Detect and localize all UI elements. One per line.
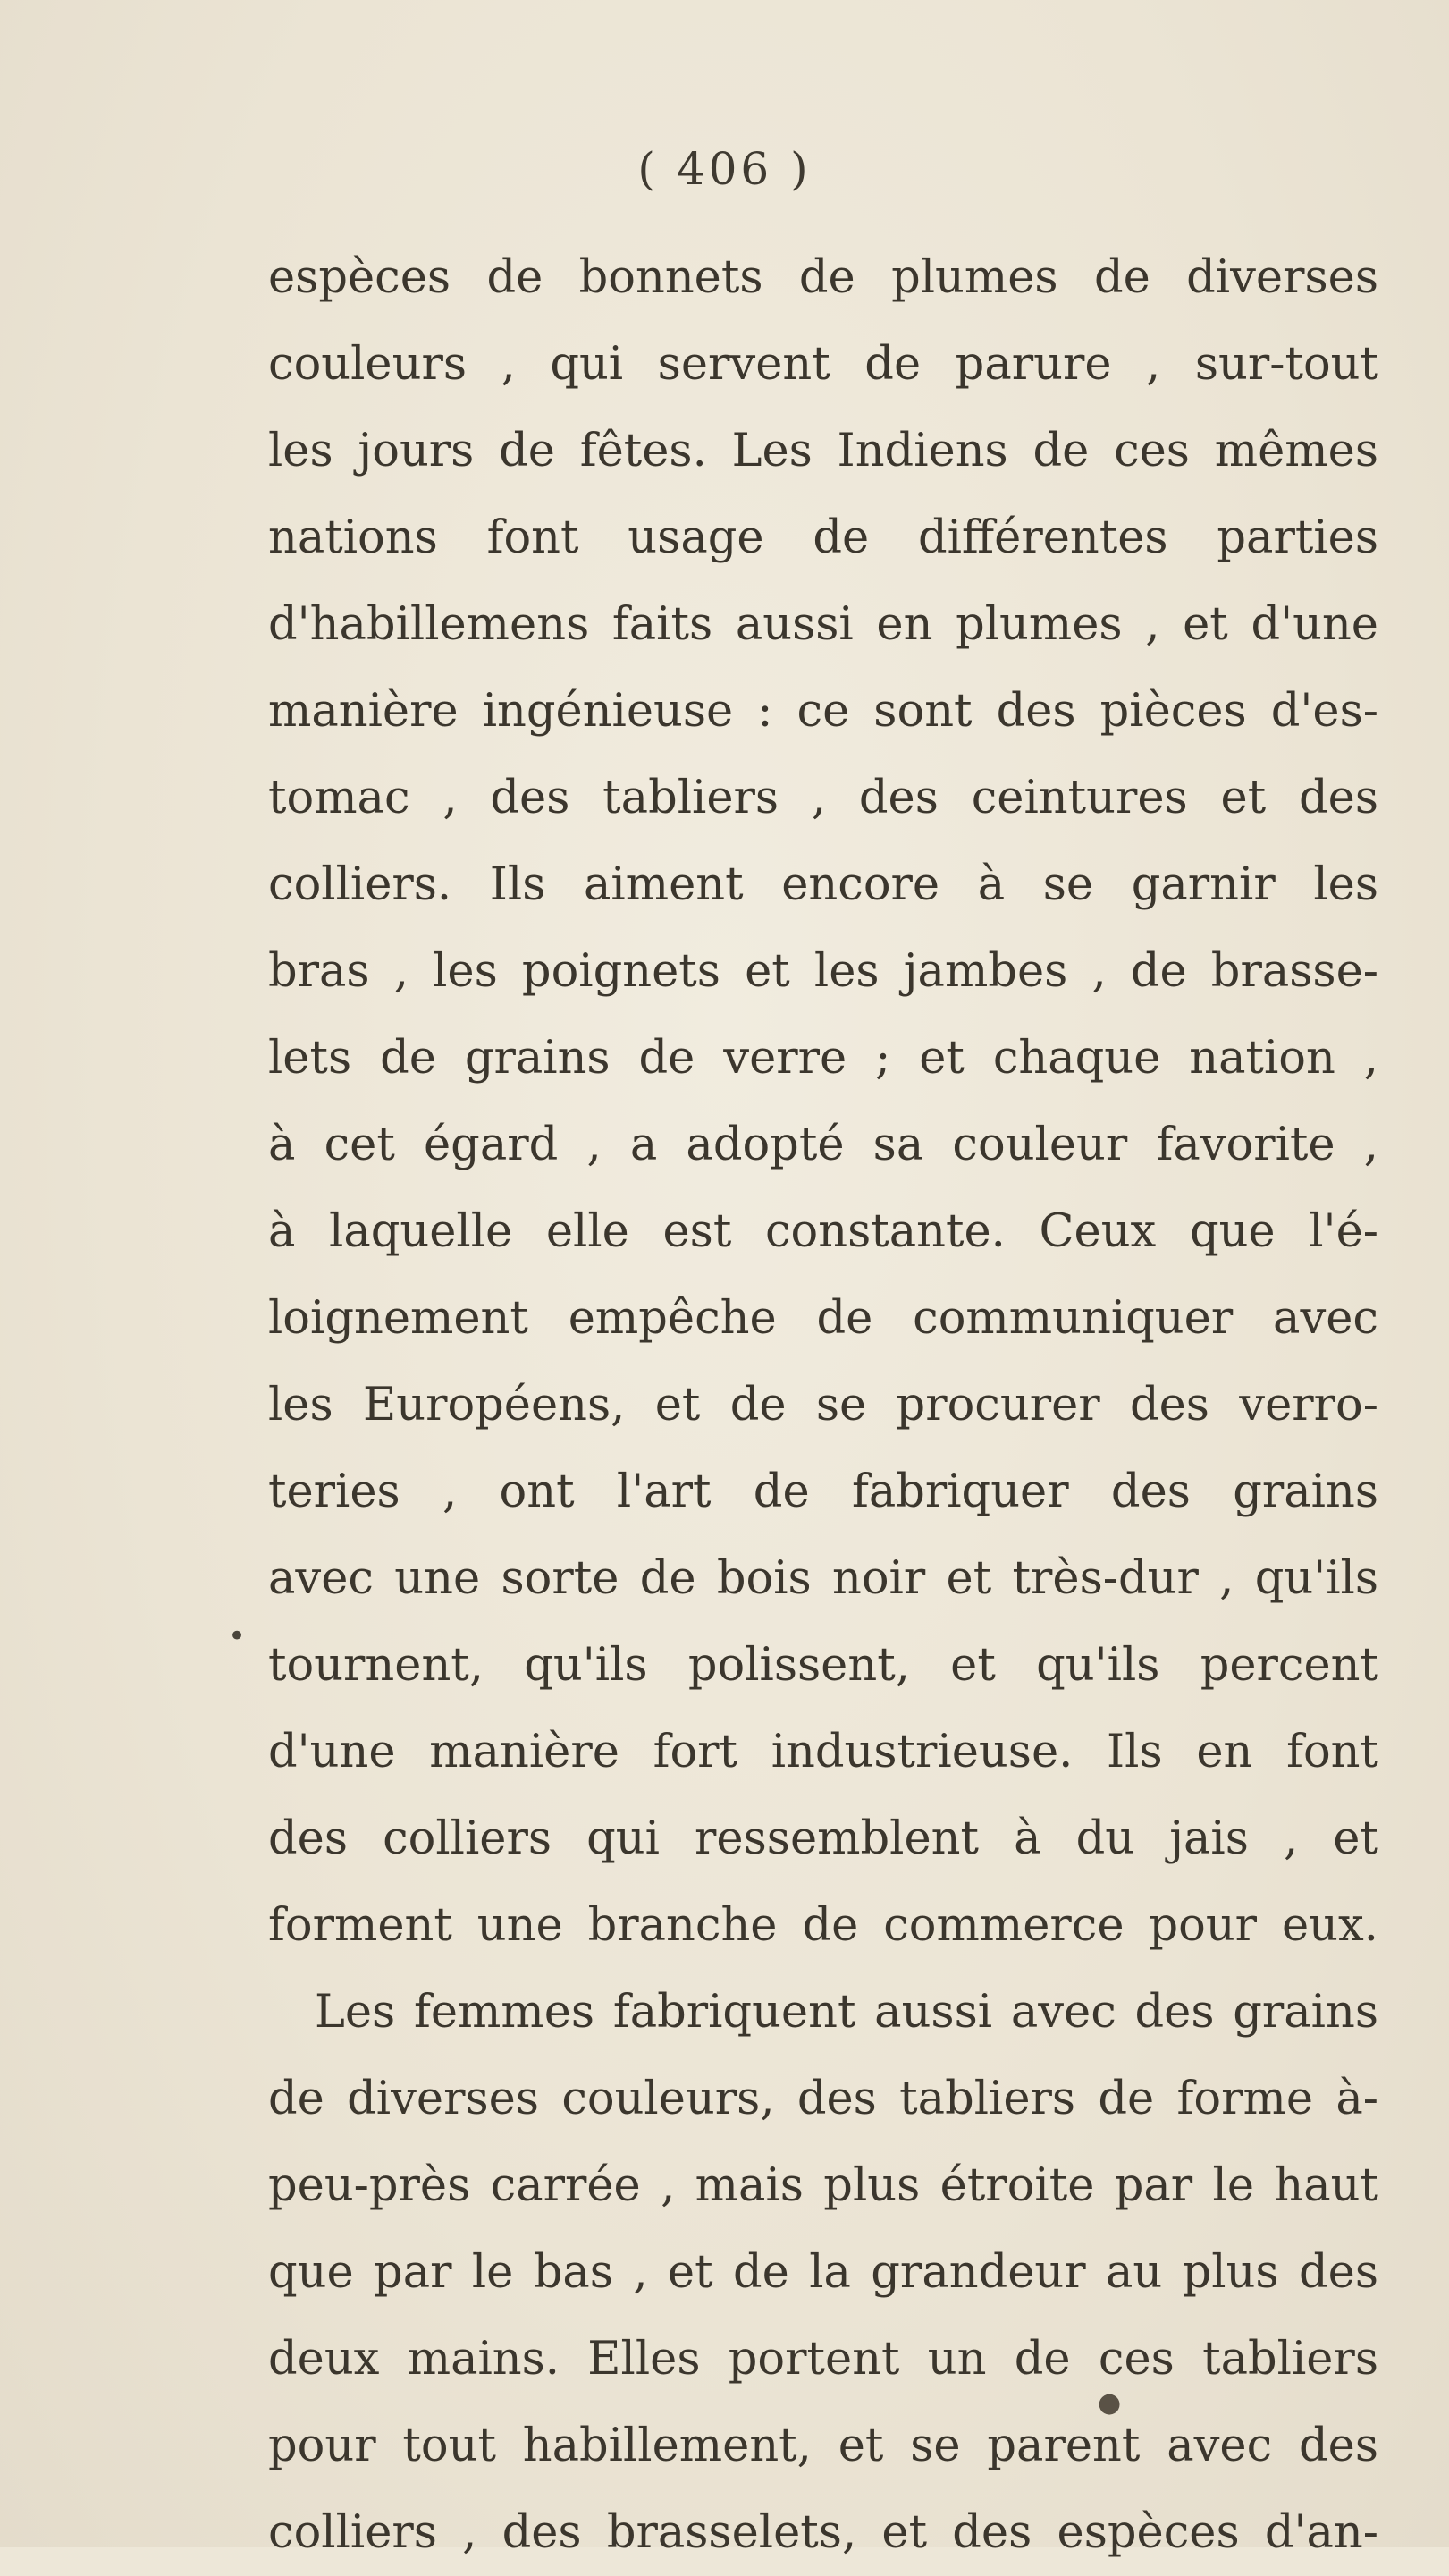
text-line: couleurs , qui servent de parure , sur-tout [268,338,1378,391]
text-line: les Européens, et de se procurer des verro- [268,1379,1378,1432]
text-line: que par le bas , et de la grandeur au plus des [268,2246,1378,2299]
text-line: avec une sorte de bois noir et très-dur , qu'ils [268,1552,1378,1605]
text-line: à laquelle elle est constante. Ceux que l'é- [268,1205,1378,1258]
text-line: d'habillemens faits aussi en plumes , et d'une [268,598,1378,651]
text-line: de diverses couleurs, des tabliers de forme à- [268,2073,1378,2125]
body-text [268,234,1378,2576]
page-number: ( 406 ) [637,143,812,195]
ink-blot: ● [1098,2387,1122,2419]
text-line: colliers. Ils aiment encore à se garnir les [268,858,1378,911]
text-line: les jours de fêtes. Les Indiens de ces mêmes [268,425,1378,477]
text-line: espèces de bonnets de plumes de diverses [268,251,1378,304]
text-line: à cet égard , a adopté sa couleur favorite , [268,1119,1378,1171]
text-line: manière ingénieuse : ce sont des pièces d'es- [268,685,1378,738]
text-line: nations font usage de différentes parties [268,511,1378,564]
text-line: colliers , des brasselets, et des espèces d'an- [268,2506,1378,2559]
text-line: des colliers qui ressemblent à du jais , et [268,1812,1378,1865]
text-line: lets de grains de verre ; et chaque nation , [268,1032,1378,1085]
text-line: loignement empêche de communiquer avec [268,1292,1378,1345]
text-line: teries , ont l'art de fabriquer des grains [268,1465,1378,1518]
text-line: bras , les poignets et les jambes , de brasse- [268,945,1378,998]
text-line: deux mains. Elles portent un de ces tabliers [268,2333,1378,2386]
text-line: tournent, qu'ils polissent, et qu'ils percent [268,1639,1378,1692]
text-line: peu-près carrée , mais plus étroite par le haut [268,2159,1378,2212]
text-line: tomac , des tabliers , des ceintures et des [268,772,1378,824]
paragraph-start-line: Les femmes fabriquent aussi avec des grains [315,1986,1378,2039]
text-line: d'une manière fort industrieuse. Ils en font [268,1726,1378,1778]
margin-dot: • [228,1618,247,1654]
text-line: pour tout habillement, et se parent avec des [268,2420,1378,2472]
text-line: forment une branche de commerce pour eux. [268,1899,1378,1952]
